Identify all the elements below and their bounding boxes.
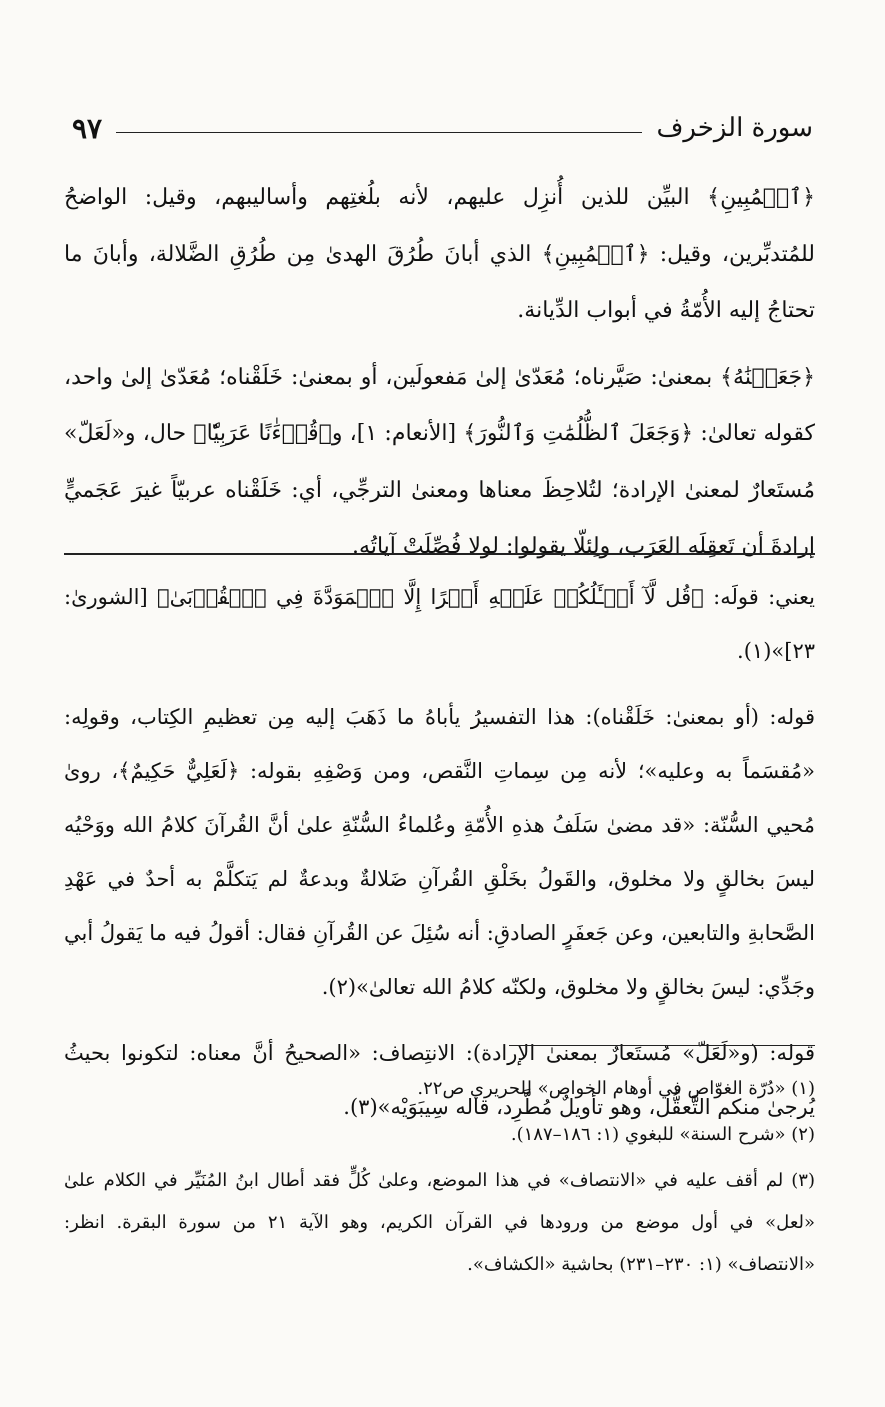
surah-title: سورة الزخرف [656,113,813,143]
footnote-3: (٣) لم أقف عليه في «الانتصاف» في هذا الموضع، وعلىٰ كُلٍّ فقد أطال ابنُ المُنَيِّر في الكلام علىٰ «لعل» في أول موضع من ورودها في القرآن الكريم، وهو الآية ٢١ من سورة البقرة. انظر: «الانتصاف» (١: ٢٣٠–٢٣١) بحاشية «الكشاف». [64,1170,815,1275]
header-rule [116,132,642,133]
footnote-separator [509,1045,815,1046]
commentary-text [64,570,815,1146]
page-header [72,108,813,148]
commentary-paragraph-3: قوله: (و«لَعَلّ» مُستَعارٌ بمعنىٰ الإرادة): الانتِصاف: «الصحيحُ أنَّ معناه: لتكونوا بحيثُ يُرجىٰ منكم التَّعقُّل، وهو تأويلٌ مُطَّرِد، قاله سِيبَوَيْه»(٣). [64,1041,815,1119]
footnotes [64,1068,815,1290]
page-number: ٩٧ [72,111,103,145]
footnote-2: (٢) «شرح السنة» للبغوي (١: ١٨٦–١٨٧). [510,1124,815,1145]
footnote-1: (١) «دُرّة الغوّاص في أوهام الخواص» للحريري ص٢٢. [417,1078,815,1099]
commentary-paragraph-1: يعني: قولَه: ﴿قُل لَّآ أَسۡـَٔلُكُمۡ عَلَيۡهِ أَجۡرًا إِلَّا ٱلۡمَوَدَّةَ فِي ٱلۡقُرۡبَىٰ﴾ [الشورىٰ: ٢٣]»(١). [64,585,815,663]
main-paragraph-1: ﴿ٱلۡمُبِينِ﴾ البيِّن للذين أُنزِل عليهم، لأنه بلُغتِهم وأساليبهم، وقيل: الواضحُ للمُتدبِّرين، وقيل: ﴿ٱلۡمُبِينِ﴾ الذي أبانَ طُرُقَ الهدىٰ مِن طُرُقِ الضَّلالة، وأبانَ ما تحتاجُ إليه الأُمّةُ في أبواب الدِّيانة. [64,185,815,323]
main-paragraph-2: ﴿جَعَلۡنَٰهُ﴾ بمعنىٰ: صَيَّرناه؛ مُعَدّىٰ إلىٰ مَفعولَين، أو بمعنىٰ: خَلَقْناه؛ مُعَدّىٰ إلىٰ واحد، كقوله تعالىٰ: ﴿وَجَعَلَ ٱلظُّلُمَٰتِ وَٱلنُّورَ﴾ [الأنعام: ١]، و﴿قُرۡءَٰنًا عَرَبِيّٗا﴾ حال، و«لَعَلّ» مُستَعارٌ لمعنىٰ الإرادة؛ لتُلاحِظَ معناها ومعنىٰ الترجِّي، أي: خَلَقْناه عربيّاً غيرَ عَجَميٍّ إرادةَ أن تَعقِلَه العَرَب، ولِئلّا يقولوا: لولا فُصِّلَتْ آياتُه. [64,364,815,559]
main-text [64,170,815,586]
section-divider [64,553,815,555]
commentary-paragraph-2: قوله: (أو بمعنىٰ: خَلَقْناه): هذا التفسيرُ يأباهُ ما ذَهَبَ إليه مِن تعظيمِ الكِتاب، وقولِه: «مُقسَماً به وعليه»؛ لأنه مِن سِماتِ النَّقص، ومن وَصْفِهِ بقوله: ﴿لَعَلِيٌّ حَكِيمٌ﴾، روىٰ مُحيي السُّنّة: «قد مضىٰ سَلَفُ هذهِ الأُمّةِ وعُلماءُ السُّنّةِ علىٰ أنَّ القُرآنَ كلامُ الله ووَحْيُه ليسَ بخالقٍ ولا مخلوق، والقَولُ بخَلْقِ القُرآنِ ضَلالةٌ وبدعةٌ لم يَتكلَّمْ به أحدٌ في عَهْدِ الصَّحابةِ والتابعين، وعن جَعفَرٍ الصادقِ: أنه سُئِلَ عن القُرآنِ فقال: أقولُ فيه ما يَقولُ أبي وجَدِّي: ليسَ بخالقٍ ولا مخلوق، ولكنّه كلامُ الله تعالىٰ»(٢). [64,705,815,999]
